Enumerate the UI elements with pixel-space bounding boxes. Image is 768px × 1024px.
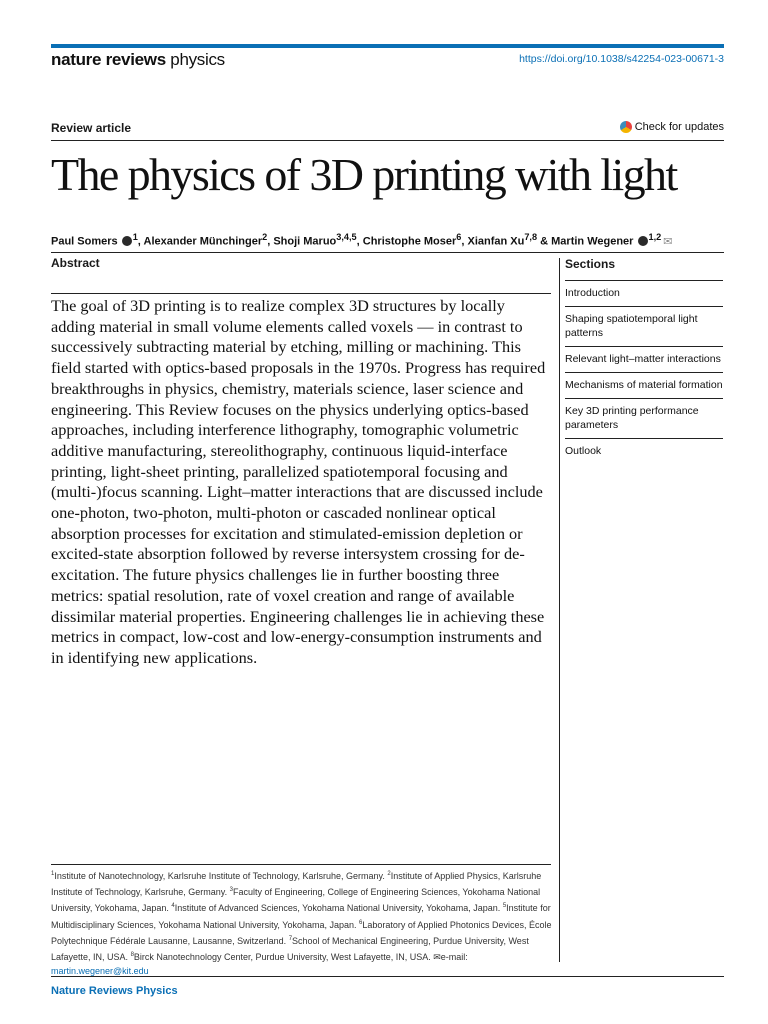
section-link-shaping-light-patterns[interactable]: Shaping spatiotemporal light patterns — [565, 306, 723, 346]
affiliation-text: Institute of Nanotechnology, Karlsruhe Institute of Technology, Karlsruhe, Germany. — [54, 871, 385, 881]
author-affiliation: 6 — [456, 232, 462, 242]
header-divider — [51, 140, 724, 141]
affiliation-text: Birck Nanotechnology Center, Purdue University, West Lafayette, IN, USA. — [133, 952, 431, 963]
author-list: Paul Somers $^1$, Alexander Münchinger$^2$, Shoji Maruo$^{3,4,5}$, Christophe Moser$^6$, Xianfan Xu$^{7,8}$ & Martin Wegener $^{1,2}$ ✉ — [51, 232, 673, 248]
footer-divider — [51, 976, 724, 977]
email-link[interactable]: martin.wegener@kit.edu — [51, 966, 149, 977]
affiliation-number: 4 — [171, 903, 175, 910]
author-name: Xianfan Xu — [467, 235, 525, 248]
affiliation-number: 5 — [502, 903, 507, 910]
journal-name-light: physics — [170, 50, 225, 69]
author-name: Martin Wegener — [551, 235, 634, 248]
authors-divider — [51, 252, 724, 253]
section-link-light-matter-interactions[interactable]: Relevant light–matter interactions — [565, 346, 723, 372]
journal-header-bar — [51, 44, 724, 48]
affiliation-number: 6 — [359, 919, 363, 926]
section-link-material-formation[interactable]: Mechanisms of material formation — [565, 372, 723, 398]
section-link-introduction[interactable]: Introduction — [565, 280, 723, 306]
author-affiliation: 7,8 — [524, 232, 538, 242]
author-affiliation: 3,4,5 — [336, 232, 357, 242]
check-updates-label: Check for updates — [634, 121, 724, 133]
affiliation-text: Institute for Multidisciplinary Sciences, Yokohama National University, Yokohama, Japan. — [51, 903, 551, 930]
affiliation-number: 8 — [130, 952, 134, 959]
affiliation-number: 2 — [387, 871, 391, 877]
sections-list — [565, 280, 723, 464]
article-type: Review article — [51, 121, 132, 135]
affiliation-number: 3 — [229, 887, 233, 894]
footnotes-divider — [51, 864, 551, 865]
affiliation-number: 7 — [288, 935, 293, 942]
author-name: Alexander Münchinger — [143, 235, 263, 248]
author-affiliation: 2 — [262, 232, 268, 242]
author-name: Christophe Moser — [362, 235, 457, 248]
journal-name-bold: nature reviews — [51, 50, 166, 69]
author-name: Paul Somers — [51, 235, 118, 248]
article-title: The physics of 3D printing with light — [51, 149, 677, 200]
check-updates-icon — [620, 121, 632, 133]
section-link-outlook[interactable]: Outlook — [565, 438, 723, 464]
envelope-icon[interactable]: ✉ — [663, 235, 673, 248]
abstract-text: The goal of 3D printing is to realize complex 3D structures by locally adding material in small volume elements called voxels — in contrast to successively subtracting material by etching, milling or machining. This field started with optics-based proposals in the 1970s. Progress has required breakthroughs in physics, chemistry, materials science, laser science and engineering. This Review focuses on the physics underlying optics-based approaches, including interference lithography, tomographic volumetric additive manufacturing, stereolithography, continuous liquid-interface printing, light-sheet printing, parallelized spatiotemporal focusing and (multi-)focus scanning. Light–matter interactions that are discussed include one-photon, two-photon, multi-photon or cascaded nonlinear optical absorption processes for excitation and stimulated-emission depletion or excited-state absorption followed by reverse intersystem crossing for de-excitation. The future physics challenges lie in further boosting three metrics: spatial resolution, rate of voxel creation and range of available dissimilar material properties. Engineering challenges lie in achieving these metrics in compact, low-cost and low-energy-consumption instruments and in identifying new applications. — [51, 296, 546, 667]
orcid-icon[interactable] — [638, 236, 648, 246]
affiliation-number: 1 — [51, 871, 55, 877]
column-divider — [559, 258, 560, 962]
affiliation-text: Institute of Applied Physics, Karlsruhe Institute of Technology, Karlsruhe, Germany. — [51, 871, 542, 898]
check-for-updates-button[interactable] — [620, 121, 724, 133]
email-label: e-mail: — [440, 952, 468, 963]
author-affiliation: 1 — [132, 232, 138, 242]
orcid-icon[interactable] — [122, 236, 132, 246]
affiliation-text: Institute of Advanced Sciences, Yokohama National University, Yokohama, Japan. — [174, 903, 501, 914]
doi-link[interactable]: https://doi.org/10.1038/s42254-023-00671-3 — [519, 53, 724, 65]
affiliation-text: Faculty of Engineering, College of Engineering Sciences, Yokohama National University, Yokohama, Japan. — [51, 887, 541, 914]
author-affiliation: 1,2 — [648, 232, 662, 242]
abstract-divider — [51, 293, 551, 294]
journal-name — [51, 50, 225, 70]
footer-journal-name: Nature Reviews Physics — [51, 985, 178, 997]
section-link-performance-parameters[interactable]: Key 3D printing performance parameters — [565, 398, 723, 438]
affiliation-text: School of Mechanical Engineering, Purdue University, West Lafayette, IN, USA. — [51, 935, 529, 963]
author-name: Shoji Maruo — [273, 235, 337, 248]
affiliation-text: Laboratory of Applied Photonics Devices, École Polytechnique Fédérale Lausanne, Lausanne, Switzerland. — [51, 919, 552, 946]
envelope-icon: ✉ — [433, 952, 441, 963]
abstract-heading: Abstract — [51, 256, 100, 270]
affiliations — [51, 867, 561, 978]
sections-heading: Sections — [565, 257, 616, 271]
